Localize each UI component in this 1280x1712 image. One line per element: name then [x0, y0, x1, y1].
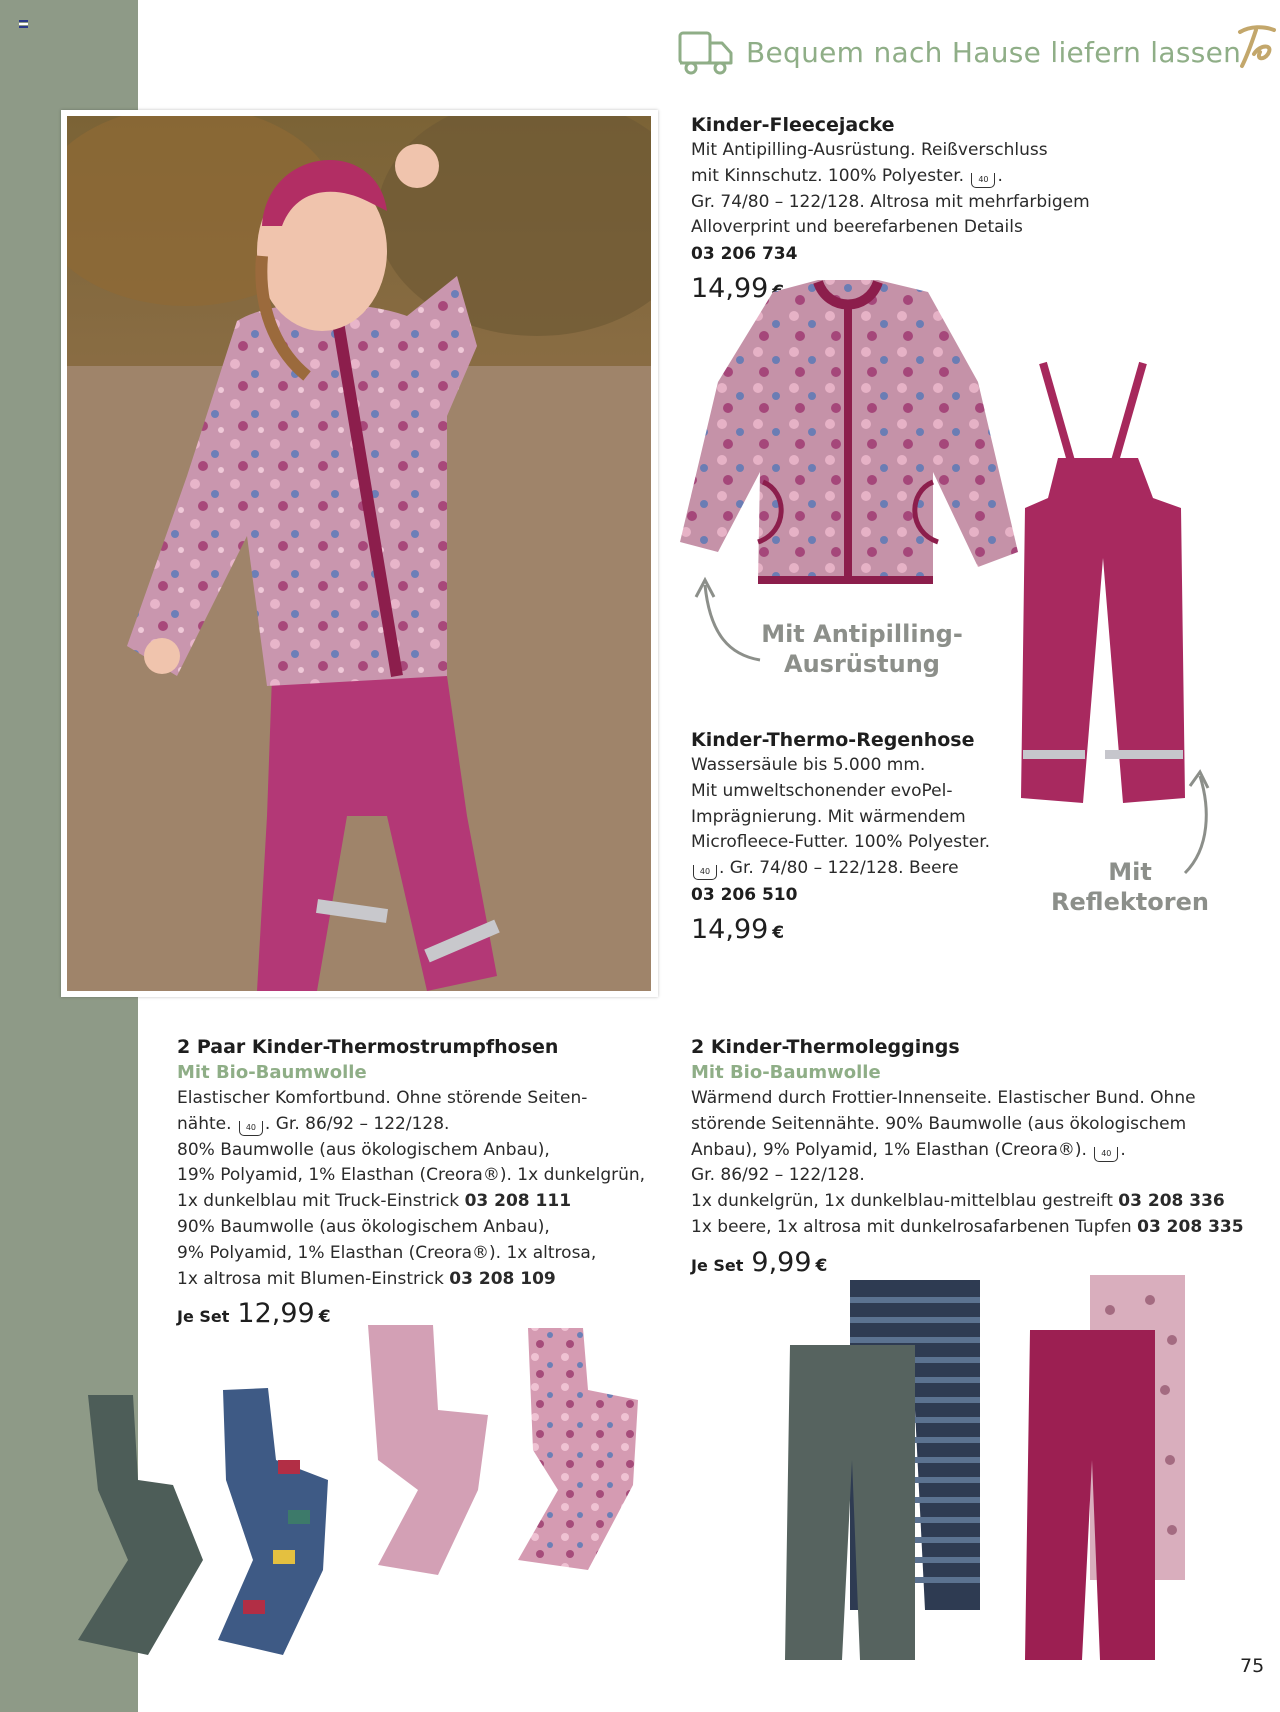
- antipilling-callout-line-2: Ausrüstung: [784, 650, 940, 678]
- leggings-title: 2 Kinder-Thermoleggings: [691, 1036, 960, 1058]
- leggings-desc-5: [691, 1189, 1244, 1215]
- fleece-desc-2b: .: [997, 165, 1003, 186]
- strumpfhosen-desc-2a: nähte.: [177, 1113, 232, 1134]
- regenhose-price-currency: €: [772, 922, 785, 943]
- regenhose-info: [691, 727, 990, 945]
- strumpfhosen-price-value: 12,99: [237, 1298, 315, 1330]
- leggings-price-value: 9,99: [751, 1246, 812, 1278]
- leggings-desc-3a: Anbau), 9% Polyamid, 1% Elasthan (Creora®).: [691, 1139, 1087, 1160]
- leggings-description: [691, 1086, 1244, 1241]
- antipilling-callout: [750, 619, 974, 679]
- strumpfhosen-info: [177, 1034, 645, 1329]
- regenhose-desc-4: Microfleece-Futter. 100% Polyester.: [691, 832, 991, 853]
- fleece-desc-3: Gr. 74/80 – 122/128. Altrosa mit mehrfarbigem: [691, 191, 1090, 212]
- strumpfhosen-sku-2: 03 208 109: [449, 1268, 556, 1289]
- fleece-desc-2: [691, 164, 1090, 190]
- wash-40-icon: 40: [239, 1121, 263, 1136]
- strumpfhosen-title: 2 Paar Kinder-Thermostrumpfhosen: [177, 1036, 559, 1058]
- leggings-desc-2: störende Seitennähte. 90% Baumwolle (aus ökologischem: [691, 1113, 1187, 1134]
- leggings-desc-6: [691, 1215, 1244, 1241]
- leggings-desc-3: [691, 1138, 1244, 1164]
- regenhose-desc-5-text: . Gr. 74/80 – 122/128. Beere: [719, 858, 959, 879]
- strumpfhosen-desc-5-text: 1x dunkelblau mit Truck-Einstrick: [177, 1191, 460, 1212]
- tights-image: [78, 1320, 648, 1660]
- leggings-subtitle: Mit Bio-Baumwolle: [691, 1062, 881, 1083]
- reflektoren-callout-line-2: Reflektoren: [1051, 888, 1209, 916]
- tchibo-logo-icon: [1234, 22, 1278, 72]
- strumpfhosen-desc-1: Elastischer Komfortbund. Ohne störende Seiten-: [177, 1088, 588, 1108]
- strumpfhosen-desc-3: 80% Baumwolle (aus ökologischem Anbau),: [177, 1139, 550, 1160]
- regenhose-desc-5: [691, 856, 990, 882]
- regenhose-title: Kinder-Thermo-Regenhose: [691, 729, 975, 751]
- regenhose-description: [691, 753, 990, 882]
- strumpfhosen-sku-1: 03 208 111: [464, 1191, 572, 1212]
- fleece-description: [691, 138, 1090, 241]
- strumpfhosen-desc-7: 9% Polyamid, 1% Elasthan (Creora®). 1x altrosa,: [177, 1242, 597, 1263]
- flag-icon: [19, 20, 28, 27]
- rain-pants-image: [1003, 358, 1193, 808]
- leggings-sku-2: 03 208 335: [1137, 1216, 1244, 1237]
- delivery-banner[interactable]: [678, 28, 1241, 76]
- fleece-sku: 03 206 734: [691, 244, 798, 265]
- strumpfhosen-desc-5: [177, 1189, 645, 1215]
- strumpfhosen-desc-8-text: 1x altrosa mit Blumen-Einstrick: [177, 1268, 444, 1289]
- leggings-desc-4: Gr. 86/92 – 122/128.: [691, 1165, 865, 1186]
- regenhose-price-value: 14,99: [691, 913, 769, 945]
- strumpfhosen-desc-4: 19% Polyamid, 1% Elasthan (Creora®). 1x dunkelgrün,: [177, 1165, 646, 1186]
- reflektoren-callout: [1040, 857, 1220, 917]
- delivery-banner-text: Bequem nach Hause liefern lassen: [746, 35, 1242, 69]
- leggings-price-currency: €: [815, 1255, 828, 1276]
- antipilling-callout-line-1: Mit Antipilling-: [761, 620, 963, 648]
- strumpfhosen-price-prefix: Je Set: [177, 1307, 230, 1327]
- regenhose-sku: 03 206 510: [691, 884, 798, 905]
- leggings-desc-3b: .: [1120, 1139, 1126, 1160]
- page-number: 75: [1240, 1655, 1265, 1677]
- strumpfhosen-desc-6: 90% Baumwolle (aus ökologischem Anbau),: [177, 1216, 550, 1237]
- strumpfhosen-price-currency: €: [318, 1307, 331, 1328]
- berry-leggings-image: [1025, 1330, 1155, 1660]
- fleece-desc-2a: mit Kinnschutz. 100% Polyester.: [691, 165, 965, 186]
- leggings-desc-5-text: 1x dunkelgrün, 1x dunkelblau-mittelblau gestreift: [691, 1191, 1113, 1212]
- fleece-desc-1: Mit Antipilling-Ausrüstung. Reißverschluss: [691, 140, 1048, 160]
- strumpfhosen-desc-8: [177, 1267, 645, 1293]
- regenhose-desc-3: Imprägnierung. Mit wärmendem: [691, 806, 966, 827]
- leggings-price-prefix: Je Set: [691, 1255, 744, 1275]
- strumpfhosen-desc-2b: . Gr. 86/92 – 122/128.: [264, 1113, 450, 1134]
- fleece-jacket-image: [678, 272, 1024, 592]
- fleece-title: Kinder-Fleecejacke: [691, 114, 895, 136]
- regenhose-desc-1: Wassersäule bis 5.000 mm.: [691, 755, 926, 775]
- lifestyle-photo: [67, 116, 651, 991]
- leggings-desc-1: Wärmend durch Frottier-Innenseite. Elastischer Bund. Ohne: [691, 1088, 1196, 1108]
- fleece-desc-4: Alloverprint und beerefarbenen Details: [691, 217, 1023, 238]
- regenhose-price: [691, 914, 990, 945]
- leggings-sku-1: 03 208 336: [1118, 1191, 1225, 1212]
- wash-40-icon: 40: [971, 173, 995, 188]
- strumpfhosen-description: [177, 1086, 645, 1292]
- strumpfhosen-subtitle: Mit Bio-Baumwolle: [177, 1062, 367, 1083]
- regenhose-desc-2: Mit umweltschonender evoPel-: [691, 780, 953, 801]
- delivery-truck-icon: [678, 29, 734, 75]
- strumpfhosen-desc-2: [177, 1112, 645, 1138]
- leggings-desc-6-text: 1x beere, 1x altrosa mit dunkelrosafarbenen Tupfen: [691, 1216, 1132, 1237]
- reflektoren-callout-line-1: Mit: [1108, 858, 1152, 886]
- fleece-price-value: 14,99: [691, 273, 769, 305]
- wash-40-icon: 40: [1094, 1147, 1118, 1162]
- wash-40-icon: 40: [693, 865, 717, 880]
- leggings-info: [691, 1034, 1244, 1278]
